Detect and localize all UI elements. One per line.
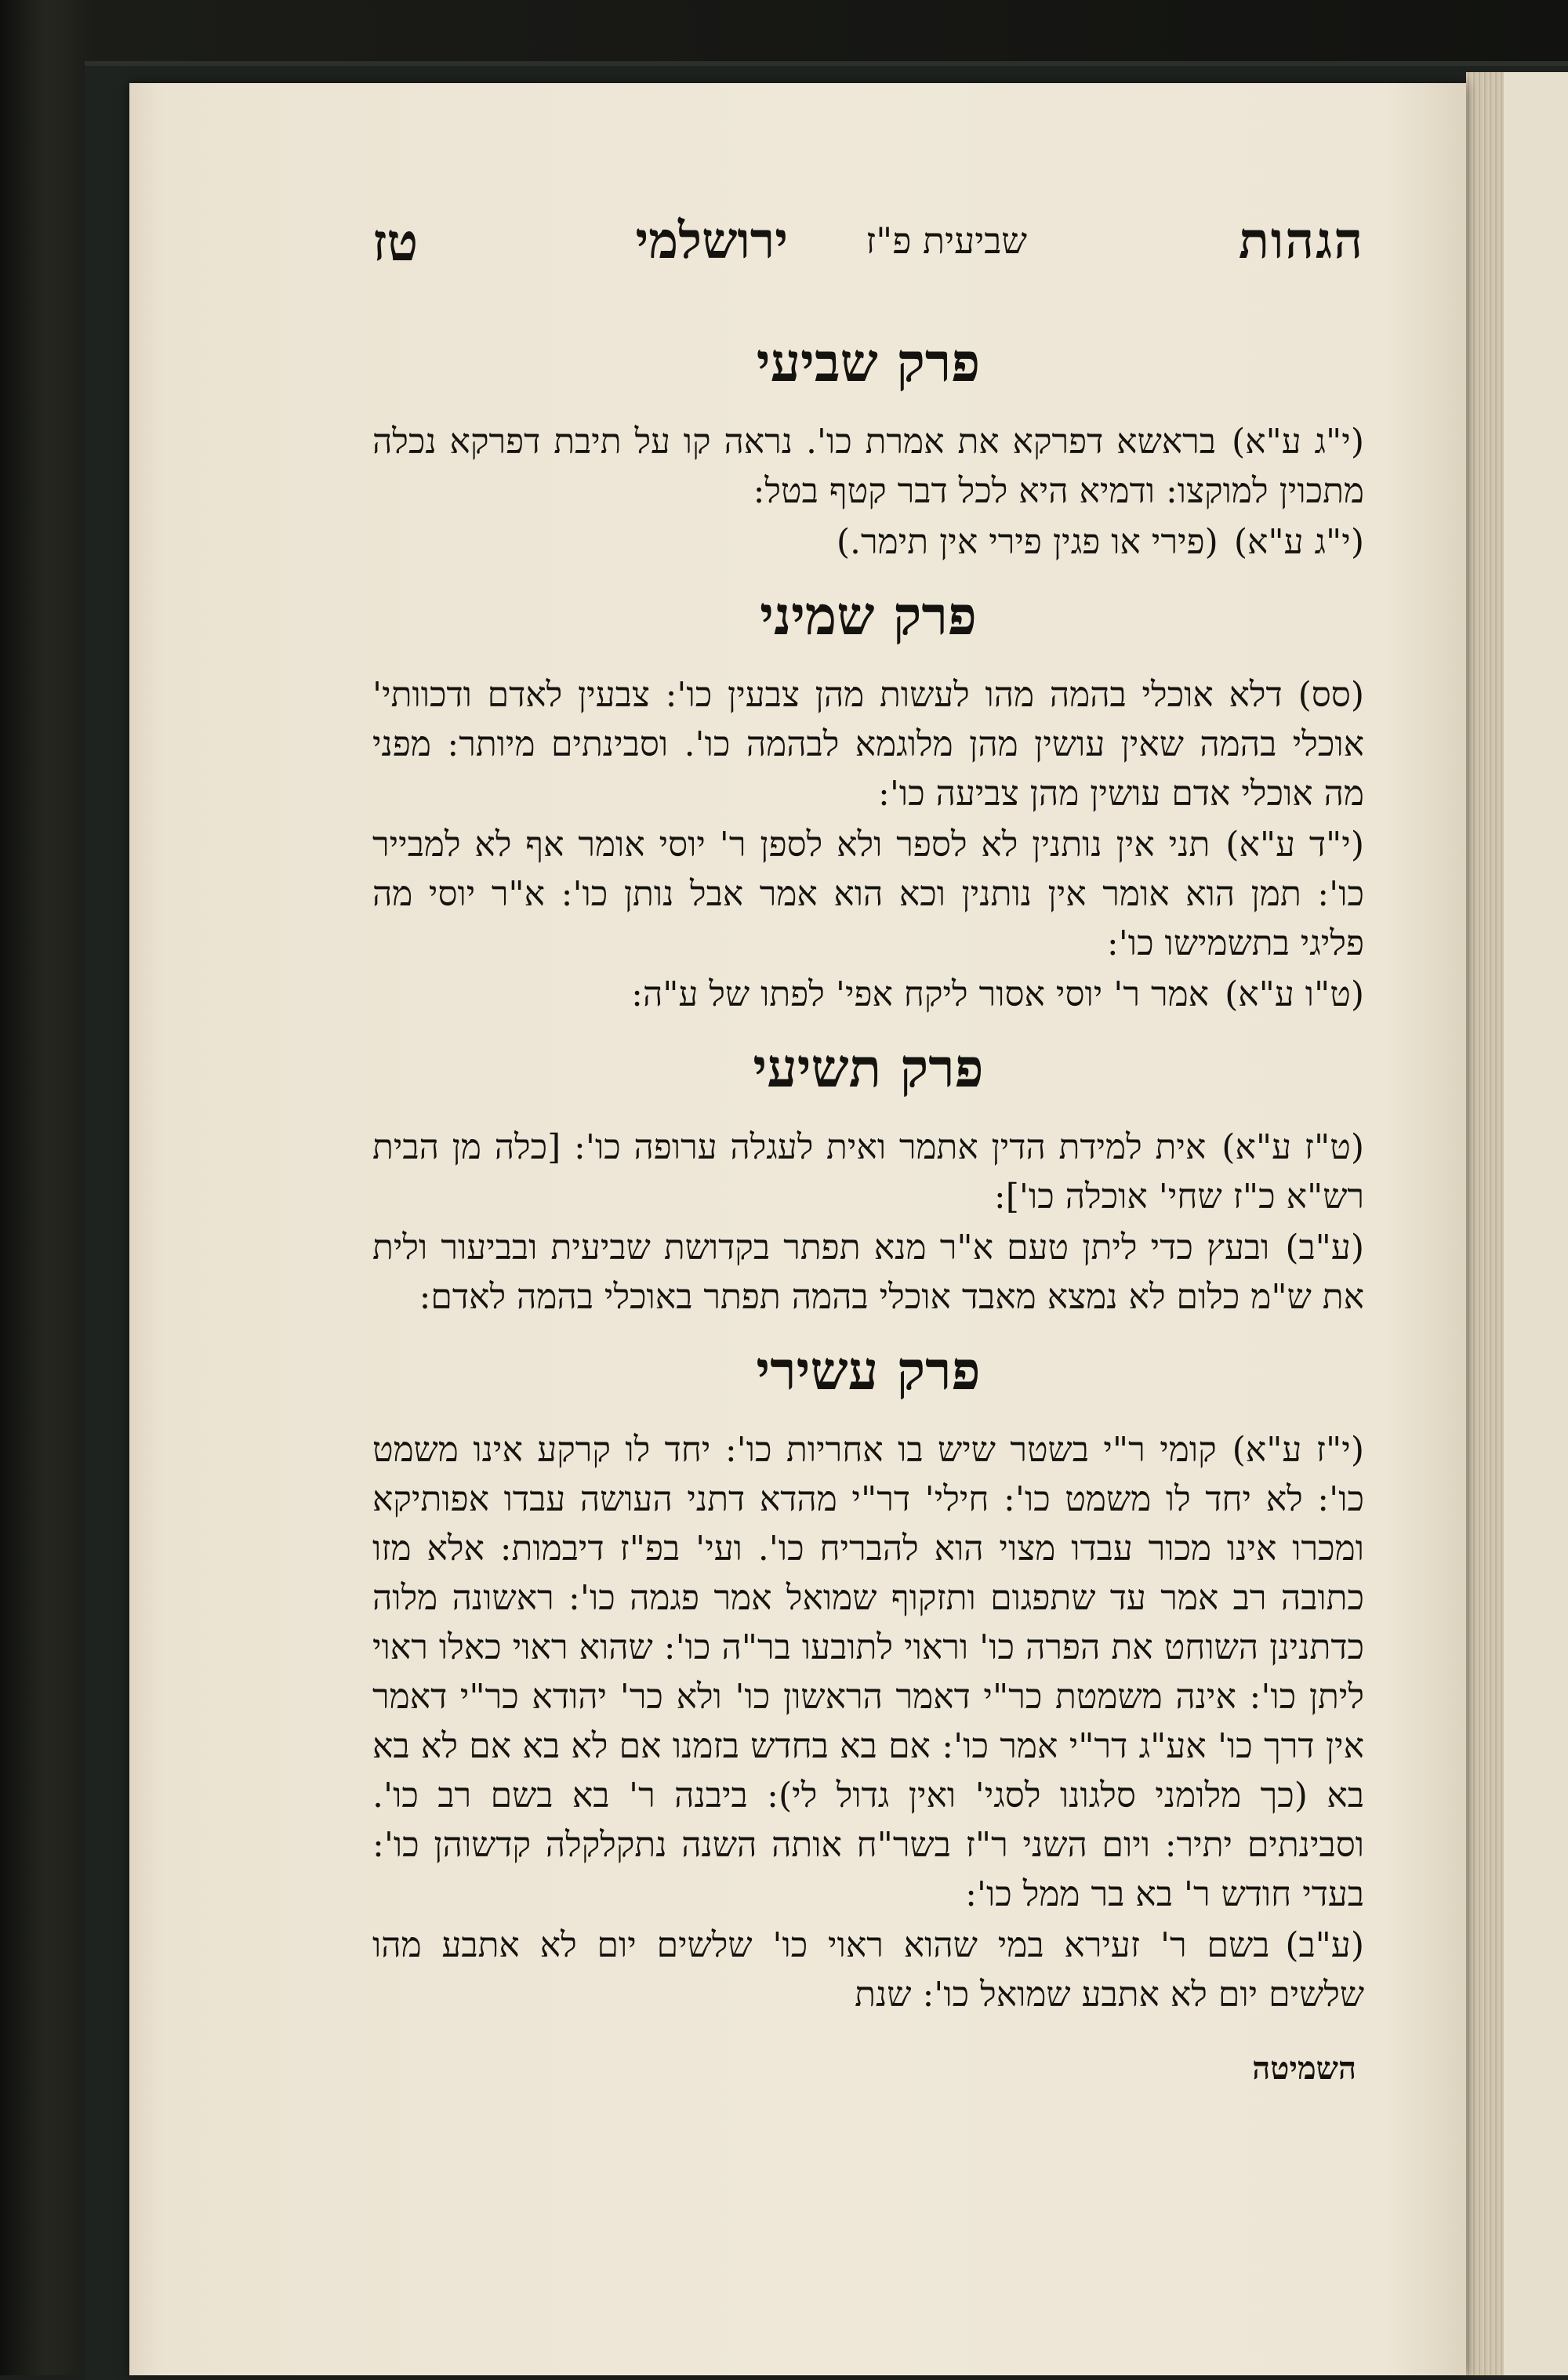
folio-reference: (ע"ב) — [1285, 1925, 1364, 1965]
gloss-text: קומי ר"י בשטר שיש בו אחריות כו': יחד לו קרקע אינו משמט כו': לא יחד לו משמט כו': חילי' דר"י מהדא דתני העושה עבדו אפותיקא ומכרו אינו מכור עבדו מצוי הוא להבריח כו'. ועי' בפ"ז דיבמות: אלא מזו כתובה רב אמר עד שתפגום ותזקוף שמואל אמר פגמה כו': ראשונה מלוה כדתנינן השוחט את הפרה כו' וראוי לתובעו בר"ה כו': שהוא ראוי כאלו ראוי ליתן כו': אינה משמטת כר"י דאמר הראשון כו' ולא כר' יהודא כר"י דאמר אין דרך כו' אע"ג דר"י אמר כו': אם בא בחדש בזמנו אם לא בא אם לא בא בא (כך מלומני סלגונו לסגי' ואין גדול לי): ביבנה ר' בא בשם רב כו'. וסבינתים יתיר: ויום השני ר"ז בשר"ח אותה השנה נתקלקלה קדשוהן כו': בעדי חודש ר' בא בר ממל כו': — [372, 1430, 1364, 1914]
gloss-text: תני אין נותנין לא לספר ולא לספן ר' יוסי אומר אף לא למבייר כו': תמן הוא אומר אין נותנין וכא הוא אמר אבל נותן כו': א"ר יוסי מה פליגי בתשמישו כו': — [372, 825, 1364, 963]
header-tractate: שביעית פ"ז — [866, 219, 1027, 262]
gloss-text: אית למידת הדין אתמר ואית לעגלה ערופה כו': [כלה מן הבית רש"א כ"ז שחי' אוכלה כו']: — [372, 1127, 1364, 1217]
chapter-title: פרק תשיעי — [753, 1037, 984, 1100]
gloss-text: דלא אוכלי בהמה מהו לעשות מהן צבעין כו': צבעין לאדם ודכוותי' אוכלי בהמה שאין עושין מהן מלוגמא לבהמה כו'. וסבינתים מיותר: מפני מה אוכלי אדם עושין מהן צביעה כו': — [372, 675, 1364, 814]
next-page-edge — [1504, 72, 1568, 2375]
folio-reference: (סס) — [1298, 675, 1364, 715]
gloss-entry — [372, 417, 1364, 516]
page-number: טז — [372, 212, 419, 273]
chapter-title: פרק עשירי — [756, 1340, 981, 1402]
gloss-text: בשם ר' זעירא במי שהוא ראוי כו' שלשים יום לא אתבע מהו שלשים יום לא אתבע שמואל כו': שנת — [372, 1925, 1364, 2015]
catchword: השמיטה — [1252, 2050, 1356, 2087]
page-edges — [1466, 72, 1504, 2375]
page-content — [372, 212, 1364, 2109]
folio-reference: (י"ז ע"א) — [1232, 1430, 1364, 1470]
running-header — [372, 212, 1364, 298]
folio-reference: (ט"ו ע"א) — [1225, 974, 1364, 1014]
gloss-text: בראשא דפרקא את אמרת כו'. נראה קו על תיבת דפרקא נכלה מתכוין למוקצו: ודמיא היא לכל דבר קטף בטל: — [372, 422, 1364, 511]
gloss-entry — [372, 1123, 1364, 1221]
gloss-entry — [372, 820, 1364, 968]
gloss-text: ובעץ כדי ליתן טעם א"ר מנא תפתר בקדושת שביעית ובביעור ולית את ש"מ כלום לא נמצא מאבד אוכלי בהמה תפתר באוכלי בהמה לאדם: — [372, 1228, 1364, 1317]
gloss-entry — [372, 517, 1364, 567]
folio-reference: (ט"ז ע"א) — [1221, 1127, 1365, 1167]
folio-reference: (ע"ב) — [1285, 1228, 1364, 1268]
folio-reference: (י"ג ע"א) — [1231, 422, 1364, 462]
header-book-title: הגהות — [1238, 212, 1364, 270]
gloss-text: (פירי או פגין פירי אין תימר.) — [836, 522, 1218, 562]
chapter-title: פרק שביעי — [756, 332, 981, 394]
header-talmud-name: ירושלמי — [635, 212, 788, 270]
gloss-entry — [372, 670, 1364, 818]
folio-reference: (י"ג ע"א) — [1233, 522, 1364, 562]
gloss-entry — [372, 970, 1364, 1019]
gloss-entry — [372, 1425, 1364, 1919]
gloss-text: אמר ר' יוסי אסור ליקח אפי' לפתו של ע"ה: — [631, 974, 1210, 1014]
gloss-entry — [372, 1921, 1364, 2019]
folio-reference: (י"ד ע"א) — [1225, 825, 1364, 865]
chapter-title: פרק שמיני — [760, 585, 977, 648]
gloss-entry — [372, 1223, 1364, 1322]
